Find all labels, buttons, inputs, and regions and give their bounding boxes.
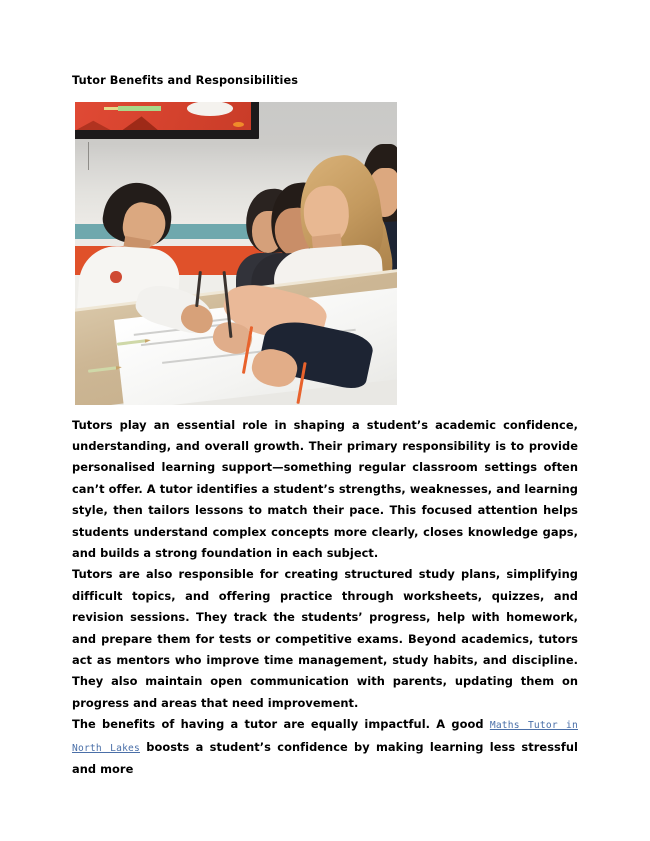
photo-monitor-circle xyxy=(187,102,234,116)
photo-monitor-shape-center xyxy=(122,115,169,130)
photo-monitor-screen xyxy=(75,102,251,131)
page-title: Tutor Benefits and Responsibilities xyxy=(72,74,299,87)
photo-student-left-shirt-logo xyxy=(110,271,121,283)
paragraph-2: Tutors are also responsible for creating structured study plans, simplifying difficult topics, and offering practice through worksheets, quizzes, and revision sessions. They track the students’ progress, help with homework, and prepare them for tests or competitive exams. Beyond academics, tutors act as mentors who improve time management, study habits, and discipline. They also maintain open communication with parents, updating them on progress and areas that need improvement. xyxy=(72,567,578,710)
photo-worksheet-line xyxy=(162,350,266,363)
photo-monitor-dot-orange xyxy=(233,122,244,127)
paragraph-1: Tutors play an essential role in shaping a student’s academic confidence, understanding, and overall growth. Their primary responsibility is to provide personalised learning support—something regular classroom settings often can’t offer. A tutor identifies a student’s strengths, weaknesses, and learning style, then tailors lessons to match their pace. This focused attention helps students understand complex concepts more clearly, closes knowledge gaps, and builds a strong foundation in each subject. xyxy=(72,417,578,560)
classroom-photo xyxy=(75,102,397,405)
photo-monitor-bar-green xyxy=(118,106,161,110)
paragraph-3 xyxy=(72,714,578,780)
photo-wall-monitor xyxy=(75,102,259,140)
maths-tutor-link[interactable]: Maths Tutor in North Lakes xyxy=(72,720,578,754)
paragraph-3-lead: The benefits of having a tutor are equally impactful. A good xyxy=(72,717,490,732)
paragraph-3-trail: boosts a student’s confidence by making learning less stressful and more xyxy=(72,739,578,777)
photo-monitor-cable xyxy=(88,142,89,169)
photo-monitor-shape-left xyxy=(75,118,111,130)
document-content xyxy=(72,74,578,780)
